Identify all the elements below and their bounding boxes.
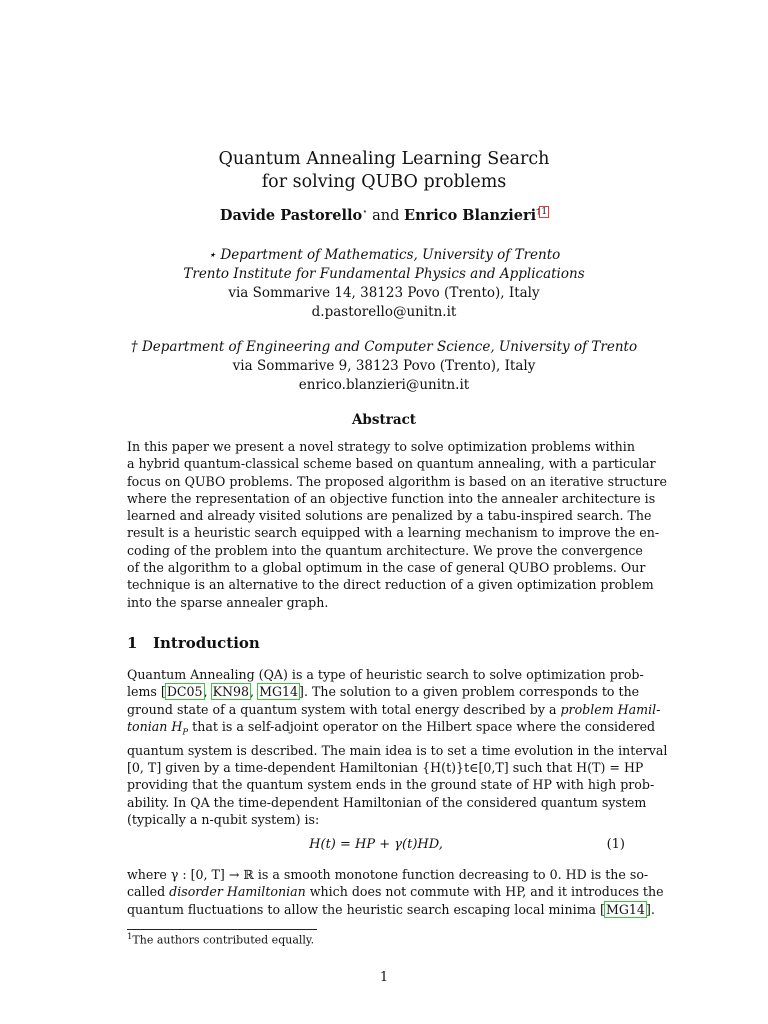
equation-number: (1) <box>606 837 625 852</box>
abstract-line: where the representation of an objective function into the annealer architecture is <box>127 490 656 506</box>
citation-link[interactable]: MG14 <box>605 901 645 917</box>
author-line <box>0 207 768 224</box>
paper-title <box>0 148 768 194</box>
citation-link[interactable]: KN98 <box>212 684 250 700</box>
intro-line: ability. In QA the time-dependent Hamiltonian of the considered quantum system <box>127 794 647 810</box>
author-name-2: Enrico Blanzieri <box>404 207 537 224</box>
intro-line: Quantum Annealing (QA) is a type of heuristic search to solve optimization prob- <box>127 667 644 682</box>
intro-text: quantum fluctuations to allow the heuristic search escaping local minima [ <box>127 901 605 917</box>
intro-line: (typically a n-qubit system) is: <box>127 811 320 827</box>
page-number: 1 <box>379 970 389 985</box>
abstract-body <box>127 438 667 611</box>
affiliation-2-address: via Sommarive 9, 38123 Povo (Trento), Italy <box>232 358 536 374</box>
intro-emphasis: tonian <box>127 718 168 734</box>
intro-line: providing that the quantum system ends in the ground state of HP with high prob- <box>127 777 655 793</box>
affiliation-1-address: via Sommarive 14, 38123 Povo (Trento), Italy <box>228 285 540 301</box>
intro-text: which does not commute with HP, and it introduces the <box>309 884 664 900</box>
author-conjunction: and <box>372 208 400 224</box>
intro-line <box>127 701 661 718</box>
author-mark-1: ⋆ <box>362 207 368 218</box>
equation-body: H(t) = HP + γ(t)HD, <box>309 837 443 852</box>
intro-text: ground state of a quantum system with total energy described by a <box>127 701 557 717</box>
intro-emphasis: disorder Hamiltonian <box>169 884 306 900</box>
citation-link[interactable]: DC05 <box>166 684 203 700</box>
citation-link[interactable]: MG14 <box>259 684 299 700</box>
intro-line <box>127 883 664 900</box>
intro-line: [0, T] given by a time-dependent Hamiltonian {H(t)}t∈[0,T] such that H(T) = HP <box>127 760 644 775</box>
abstract-line: a hybrid quantum-classical scheme based on quantum annealing, with a particular <box>127 456 656 472</box>
section-title: Introduction <box>153 634 260 652</box>
intro-line: quantum system is described. The main idea is to set a time evolution in the interval <box>127 742 668 758</box>
intro-text: called <box>127 884 166 900</box>
abstract-line: coding of the problem into the quantum architecture. We prove the convergence <box>127 542 643 558</box>
footnote-mark: 1 <box>127 932 133 942</box>
affiliation-1 <box>0 246 768 322</box>
title-line-2: for solving QUBO problems <box>261 172 507 192</box>
intro-line: tonian $H_P$ that is a self-adjoint operator on the Hilbert space where the considered <box>127 718 656 738</box>
intro-line-with-citations: lems [DC05, KN98, MG14]. The solution to a given problem corresponds to the <box>127 684 640 700</box>
abstract-heading: Abstract <box>351 412 417 428</box>
abstract-line: focus on QUBO problems. The proposed algorithm is based on an iterative structure <box>127 473 667 489</box>
affiliation-1-institute: Trento Institute for Fundamental Physics and Applications <box>183 266 585 282</box>
footnote <box>127 932 314 947</box>
intro-text: lems [ <box>127 684 166 700</box>
footnote-divider <box>127 929 317 930</box>
author-name-1: Davide Pastorello <box>219 207 363 224</box>
abstract-line: technique is an alternative to the direct reduction of a given optimization problem <box>127 577 654 593</box>
author-footnote-link[interactable]: 1 <box>541 207 548 218</box>
abstract-line: result is a heuristic search equipped with a learning mechanism to improve the en- <box>127 525 660 541</box>
intro-emphasis: problem Hamil- <box>560 701 661 717</box>
intro-line <box>127 901 655 918</box>
abstract-line: of the algorithm to a global optimum in the case of general QUBO problems. Our <box>127 560 646 576</box>
intro-text: that is a self-adjoint operator on the Hilbert space where the considered <box>192 718 656 734</box>
author-mark-2: † <box>536 207 541 218</box>
intro-paragraph-1 <box>127 666 668 828</box>
footnote-text: The authors contributed equally. <box>132 933 315 947</box>
intro-line: where γ : [0, T] → ℝ is a smooth monotone function decreasing to 0. HD is the so- <box>127 867 649 882</box>
affiliation-2 <box>0 338 768 395</box>
intro-text: ]. <box>645 901 655 917</box>
abstract-line: into the sparse annealer graph. <box>127 594 329 610</box>
section-heading-introduction <box>127 634 260 652</box>
intro-paragraph-2 <box>127 866 664 918</box>
intro-text: ]. The solution to a given problem corresponds to the <box>299 684 640 700</box>
abstract-line: In this paper we present a novel strategy to solve optimization problems within <box>127 439 635 454</box>
affiliation-1-department: ⋆ Department of Mathematics, University of Trento <box>207 247 561 263</box>
title-line-1: Quantum Annealing Learning Search <box>218 149 550 169</box>
affiliation-2-email[interactable]: enrico.blanzieri@unitn.it <box>298 377 470 393</box>
section-number: 1 <box>127 634 138 652</box>
affiliation-2-department: † Department of Engineering and Computer Science, University of Trento <box>130 339 638 355</box>
affiliation-1-email[interactable]: d.pastorello@unitn.it <box>311 304 457 320</box>
abstract-line: learned and already visited solutions are penalized by a tabu-inspired search. The <box>127 508 652 524</box>
